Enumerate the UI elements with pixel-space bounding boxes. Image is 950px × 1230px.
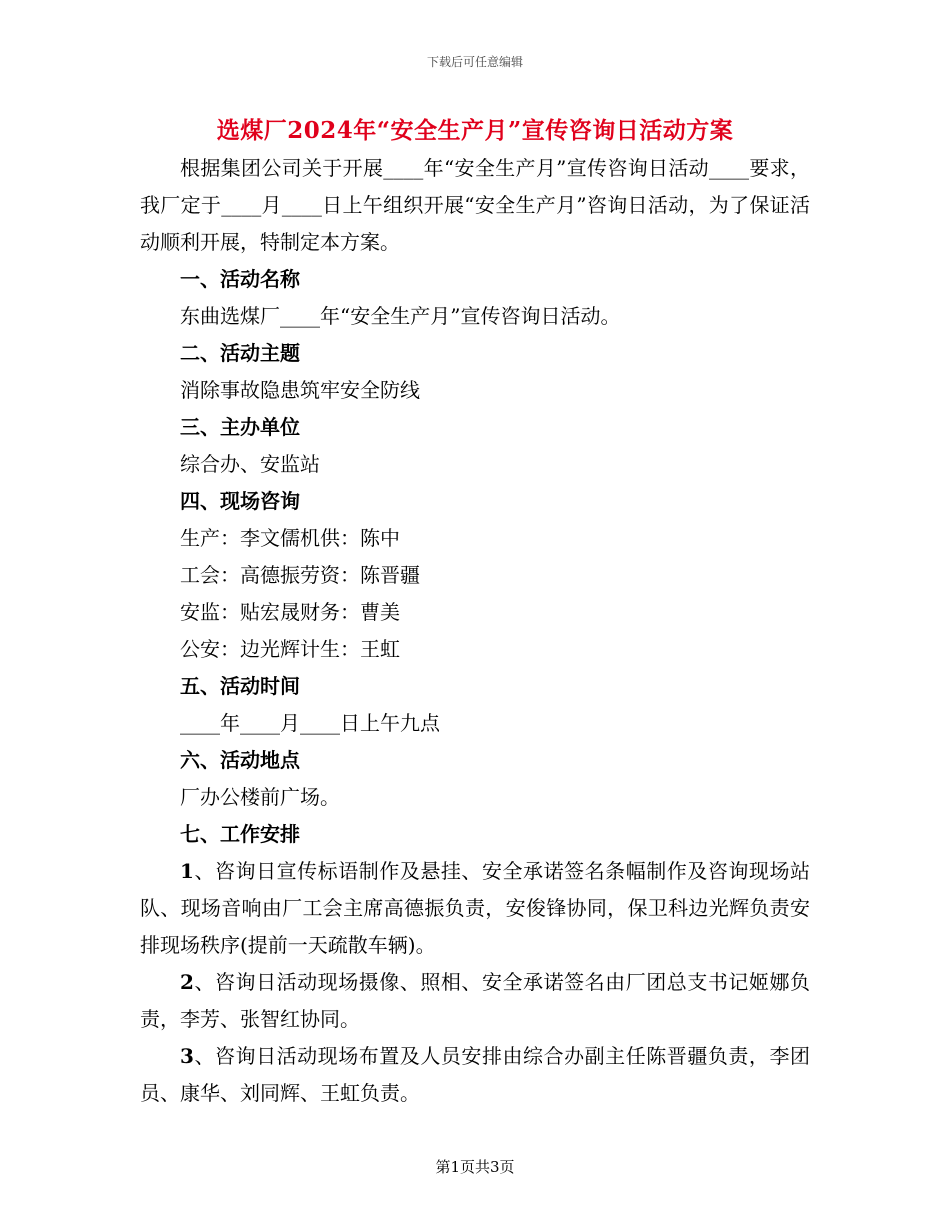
section-heading-name: 一、活动名称 [180, 267, 300, 291]
page-footer: 第1页共3页 [435, 1158, 515, 1176]
section-text-time: ____年____月____日上午九点 [180, 711, 440, 735]
consult-line: 工会：高德振劳资：陈晋疆 [180, 563, 420, 587]
section-text-organizer: 综合办、安监站 [180, 452, 320, 476]
consult-line: 生产：李文儒机供：陈中 [180, 526, 400, 550]
work-item-number: 1 [180, 859, 194, 883]
section-heading-theme: 二、活动主题 [180, 341, 300, 365]
document-title: 选煤厂2024年“安全生产月”宣传咨询日活动方案 [216, 117, 734, 144]
page-header: 下载后可任意编辑 [426, 55, 523, 69]
consult-list [140, 520, 810, 668]
section-text-name: 东曲选煤厂____年“安全生产月”宣传咨询日活动。 [180, 304, 621, 328]
section-heading-time: 五、活动时间 [180, 674, 300, 698]
section-heading-place: 六、活动地点 [180, 748, 300, 772]
intro-paragraph: 根据集团公司关于开展____年“安全生产月”宣传咨询日活动____要求，我厂定于____月____日上午组织开展“安全生产月”咨询日活动，为了保证活动顺利开展，特制定本方案。 [140, 156, 810, 254]
work-item-text: 、咨询日宣传标语制作及悬挂、安全承诺签名条幅制作及咨询现场站队、现场音响由厂工会主席高德振负责，安俊锋协同，保卫科边光辉负责安排现场秩序(提前一天疏散车辆)。 [140, 859, 810, 957]
consult-line: 公安：边光辉计生：王虹 [180, 637, 400, 661]
consult-line: 安监：贴宏晟财务：曹美 [180, 600, 400, 624]
section-text-theme: 消除事故隐患筑牢安全防线 [180, 378, 420, 402]
work-item [140, 1038, 810, 1112]
document-body [140, 150, 810, 1112]
section-heading-consult: 四、现场咨询 [180, 489, 300, 513]
work-item-text: 、咨询日活动现场布置及人员安排由综合办副主任陈晋疆负责，李团员、康华、刘同辉、王虹负责。 [140, 1044, 810, 1105]
work-item-text: 、咨询日活动现场摄像、照相、安全承诺签名由厂团总支书记姬娜负责，李芳、张智红协同。 [140, 970, 810, 1031]
work-item [140, 964, 810, 1038]
section-heading-work: 七、工作安排 [180, 822, 300, 846]
section-heading-organizer: 三、主办单位 [180, 415, 300, 439]
section-text-place: 厂办公楼前广场。 [180, 785, 340, 809]
work-item-number: 2 [180, 970, 194, 994]
work-item [140, 853, 810, 964]
work-item-number: 3 [180, 1044, 194, 1068]
